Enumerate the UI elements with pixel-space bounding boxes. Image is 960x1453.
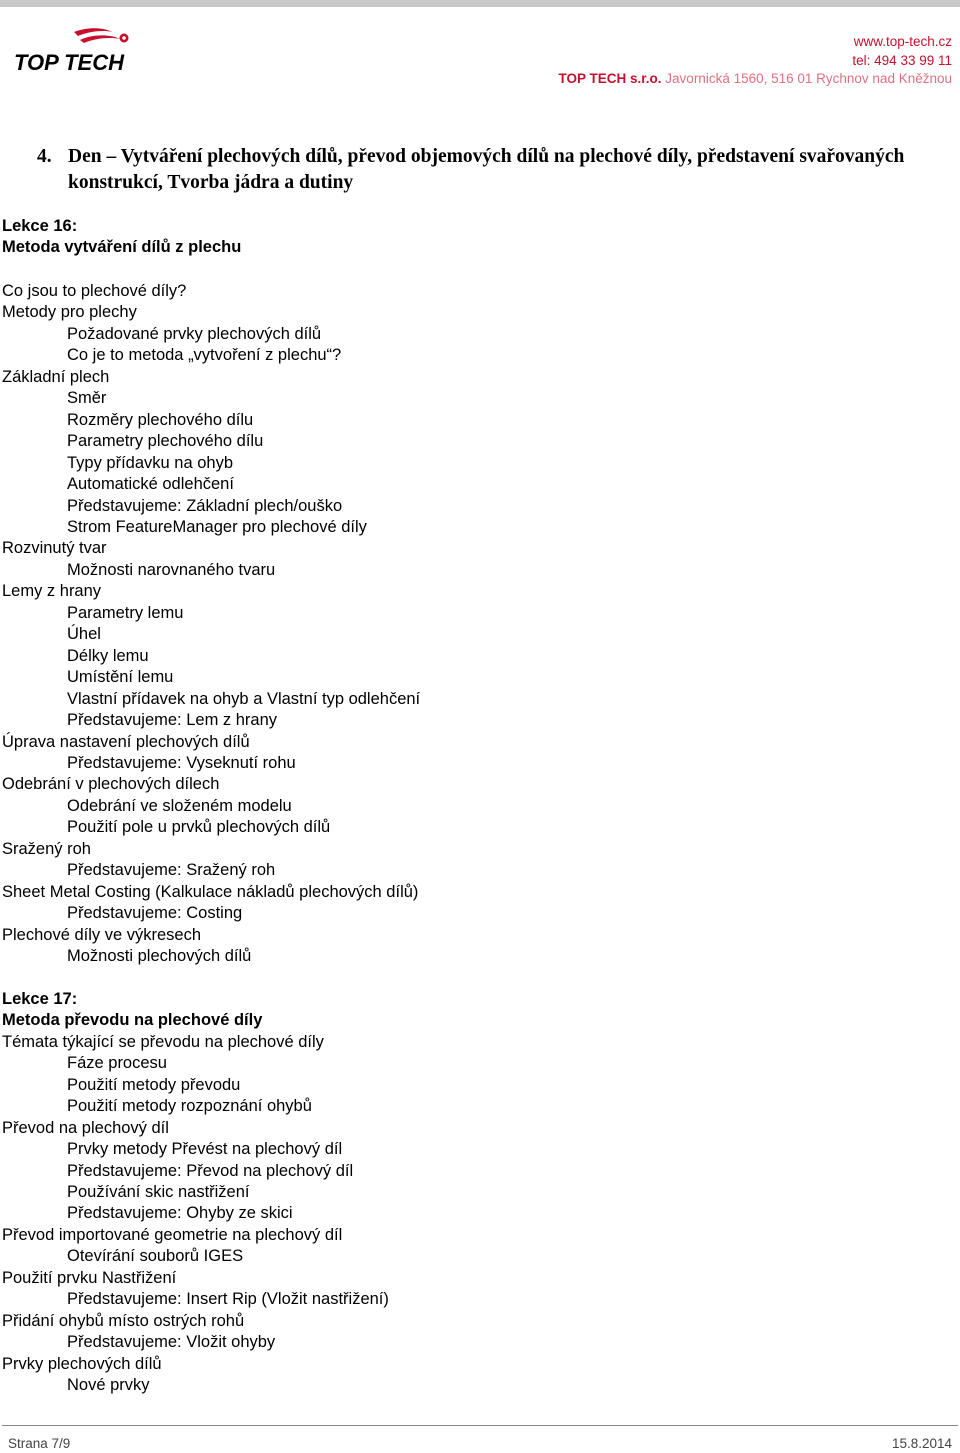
outline-subitem: Používání skic nastřižení xyxy=(67,1183,250,1202)
outline-subitem: Představujeme: Sražený roh xyxy=(67,861,276,880)
page-number: Strana 7/9 xyxy=(8,1436,71,1451)
outline-item: Metoda převodu na plechové díly xyxy=(2,1011,263,1030)
outline-item: Témata týkající se převodu na plechové díly xyxy=(2,1032,324,1051)
outline-item: Lekce 17: xyxy=(2,989,78,1008)
website-link[interactable]: www.top-tech.cz xyxy=(853,34,952,49)
contact-block xyxy=(559,33,953,89)
outline-subitem: Parametry lemu xyxy=(67,603,184,622)
outline-subitem: Co je to metoda „vytvoření z plechu“? xyxy=(67,346,342,365)
outline-item: Lemy z hrany xyxy=(2,582,102,601)
company-address: Javornická 1560, 516 01 Rychnov nad Kněžnou xyxy=(665,71,952,86)
outline-subitem: Úhel xyxy=(67,625,101,644)
outline-subitem: Vlastní přídavek na ohyb a Vlastní typ odlehčení xyxy=(67,689,421,708)
day-title: Den – Vytváření plechových dílů, převod objemových dílů na plechové díly, představení svařovaných konstrukcí, Tvorba jádra a dutiny xyxy=(68,146,905,193)
outline-subitem: Nové prvky xyxy=(67,1376,150,1395)
outline-item: Úprava nastavení plechových dílů xyxy=(2,732,250,751)
outline-subitem: Typy přídavku na ohyb xyxy=(67,453,234,472)
outline-subitem: Použití pole u prvků plechových dílů xyxy=(67,818,331,837)
outline-subitem: Představujeme: Insert Rip (Vložit nastřižení) xyxy=(67,1290,389,1309)
company-name: TOP TECH s.r.o. xyxy=(558,71,662,86)
outline-subitem: Umístění lemu xyxy=(67,668,174,687)
outline-subitem: Odebrání ve složeném modelu xyxy=(67,796,292,815)
outline-subitem: Směr xyxy=(67,389,107,408)
day-number: 4. xyxy=(37,146,52,167)
outline-item: Sražený roh xyxy=(2,839,91,858)
outline-subitem: Představujeme: Lem z hrany xyxy=(67,711,278,730)
outline-subitem: Automatické odlehčení xyxy=(67,475,234,494)
outline-subitem: Parametry plechového dílu xyxy=(67,432,264,451)
outline-subitem: Prvky metody Převést na plechový díl xyxy=(67,1140,343,1159)
outline-spacer xyxy=(2,968,942,989)
outline-item: Plechové díly ve výkresech xyxy=(2,925,202,944)
outline-subitem: Možnosti narovnaného tvaru xyxy=(67,560,276,579)
outline-item: Metody pro plechy xyxy=(2,303,137,322)
lesson-outline xyxy=(2,281,942,1397)
logo-text: TOP TECH xyxy=(14,50,125,75)
outline-item: Prvky plechových dílů xyxy=(2,1354,162,1373)
outline-item: Převod importované geometrie na plechový díl xyxy=(2,1225,343,1244)
outline-item: Základní plech xyxy=(2,367,110,386)
outline-subitem: Požadované prvky plechových dílů xyxy=(67,324,322,343)
outline-subitem: Představujeme: Costing xyxy=(67,904,243,923)
outline-subitem: Možnosti plechových dílů xyxy=(67,947,252,966)
outline-item: Převod na plechový díl xyxy=(2,1118,169,1137)
day-heading xyxy=(37,144,952,196)
lesson-16-title: Lekce 16: xyxy=(2,217,78,235)
outline-subitem: Představujeme: Základní plech/ouško xyxy=(67,496,343,515)
outline-subitem: Představujeme: Vložit ohyby xyxy=(67,1333,276,1352)
outline-subitem: Použití metody rozpoznání ohybů xyxy=(67,1097,312,1116)
top-bar xyxy=(0,0,960,7)
outline-subitem: Použití metody převodu xyxy=(67,1075,241,1094)
outline-item: Přidání ohybů místo ostrých rohů xyxy=(2,1311,245,1330)
outline-subitem: Strom FeatureManager pro plechové díly xyxy=(67,517,367,536)
outline-subitem: Délky lemu xyxy=(67,646,149,665)
company-logo xyxy=(12,26,172,76)
outline-subitem: Otevírání souborů IGES xyxy=(67,1247,244,1266)
phone-number: tel: 494 33 99 11 xyxy=(852,52,952,68)
footer-divider xyxy=(2,1425,958,1426)
outline-subitem: Představujeme: Vyseknutí rohu xyxy=(67,753,296,772)
outline-item: Rozvinutý tvar xyxy=(2,539,107,558)
outline-item: Odebrání v plechových dílech xyxy=(2,775,220,794)
company-address-line xyxy=(559,70,953,89)
outline-item: Sheet Metal Costing (Kalkulace nákladů plechových dílů) xyxy=(2,882,419,901)
outline-subitem: Rozměry plechového dílu xyxy=(67,410,254,429)
outline-subitem: Představujeme: Ohyby ze skici xyxy=(67,1204,293,1223)
lesson-16-subtitle: Metoda vytváření dílů z plechu xyxy=(2,238,242,256)
outline-subitem: Představujeme: Převod na plechový díl xyxy=(67,1161,354,1180)
outline-item: Použití prvku Nastřižení xyxy=(2,1268,177,1287)
outline-subitem: Fáze procesu xyxy=(67,1054,167,1073)
outline-item: Co jsou to plechové díly? xyxy=(2,282,187,300)
document-date: 15.8.2014 xyxy=(891,1436,952,1451)
